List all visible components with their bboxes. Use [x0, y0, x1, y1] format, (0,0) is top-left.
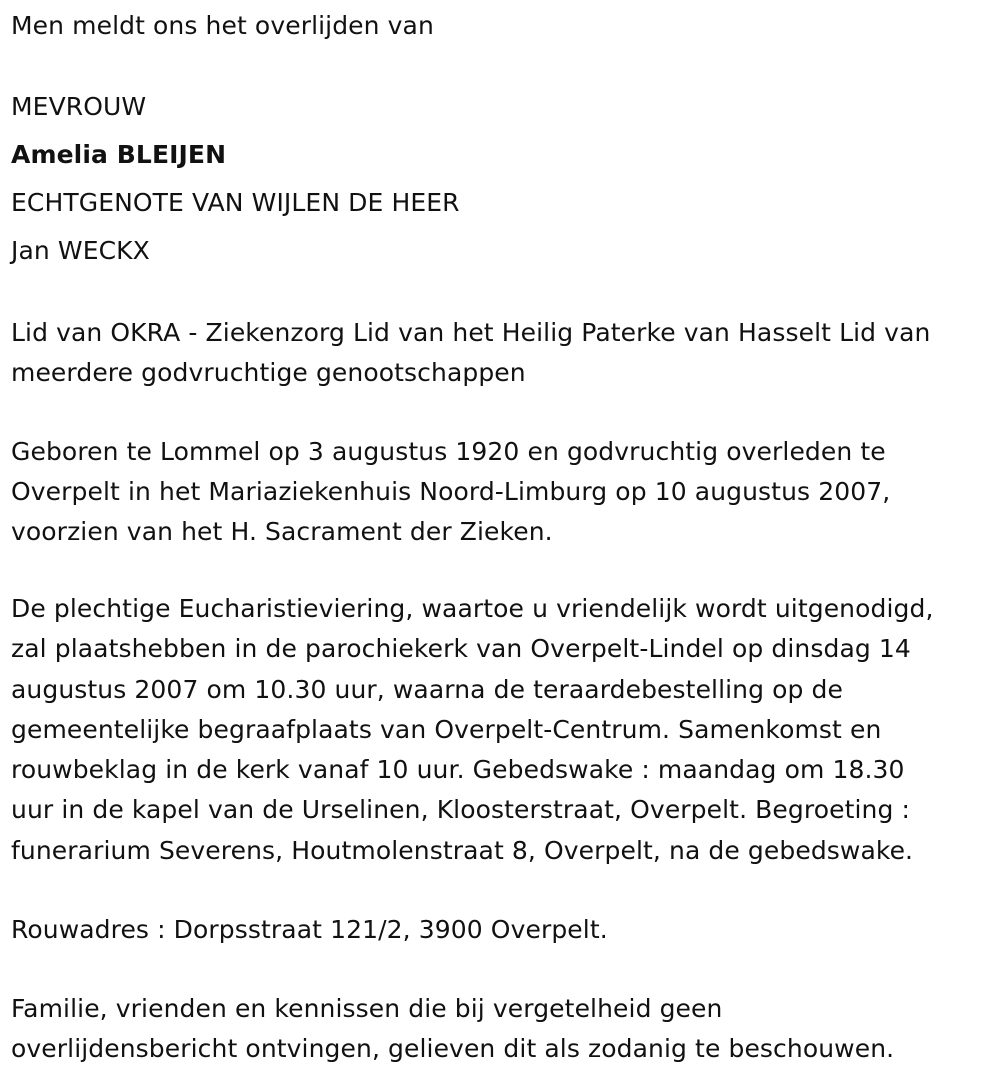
address-text: Rouwadres : Dorpsstraat 121/2, 3900 Overpelt.	[11, 915, 608, 945]
ceremony-paragraph	[11, 589, 991, 871]
birth-death-line: Overpelt in het Mariaziekenhuis Noord-Limburg op 10 augustus 2007,	[11, 477, 891, 506]
memberships-line: meerdere godvruchtige genootschappen	[11, 358, 526, 387]
ceremony-line: zal plaatshebben in de parochiekerk van Overpelt-Lindel op dinsdag 14	[11, 634, 911, 664]
relation-text: ECHTGENOTE VAN WIJLEN DE HEER	[11, 188, 460, 217]
death-notice	[11, 0, 991, 1069]
closing-line: Familie, vrienden en kennissen die bij vergetelheid geen	[11, 994, 723, 1024]
memberships-line: Lid van OKRA - Ziekenzorg Lid van het Heilig Paterke van Hasselt Lid van	[11, 318, 931, 347]
intro-text: Men meldt ons het overlijden van	[11, 11, 434, 40]
closing-paragraph	[11, 989, 991, 1069]
title-text: MEVROUW	[11, 92, 147, 121]
spouse-name: Jan WECKX	[11, 236, 150, 265]
birth-death-line: Geboren te Lommel op 3 augustus 1920 en godvruchtig overleden te	[11, 437, 886, 466]
memberships-paragraph	[11, 313, 991, 393]
deceased-name: Amelia BLEIJEN	[11, 140, 227, 169]
closing-line: overlijdensbericht ontvingen, gelieven dit als zodanig te beschouwen.	[11, 1034, 895, 1064]
ceremony-line: rouwbeklag in de kerk vanaf 10 uur. Gebedswake : maandag om 18.30	[11, 755, 905, 785]
birth-death-paragraph	[11, 432, 991, 552]
ceremony-line: gemeentelijke begraafplaats van Overpelt-Centrum. Samenkomst en	[11, 714, 882, 744]
ceremony-line: uur in de kapel van de Urselinen, Kloosterstraat, Overpelt. Begroeting :	[11, 795, 911, 825]
ceremony-line: funerarium Severens, Houtmolenstraat 8, Overpelt, na de gebedswake.	[11, 835, 914, 865]
birth-death-line: voorzien van het H. Sacrament der Zieken.	[11, 517, 553, 546]
ceremony-line: De plechtige Eucharistieviering, waartoe u vriendelijk wordt uitgenodigd,	[11, 594, 934, 623]
ceremony-line: augustus 2007 om 10.30 uur, waarna de teraardebestelling op de	[11, 674, 844, 704]
